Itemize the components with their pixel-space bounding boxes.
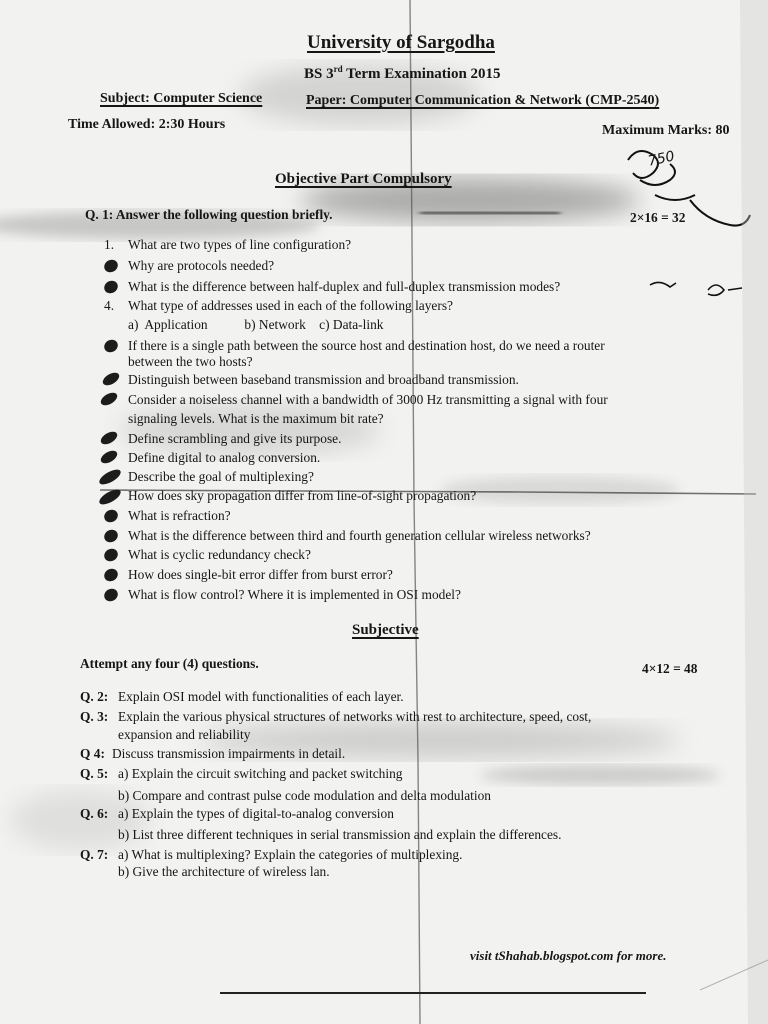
subjective-marks: 4×12 = 48 — [642, 661, 698, 676]
question-label: Q. 2: — [80, 689, 109, 704]
crossed-out-number — [97, 467, 123, 488]
objective-question: How does single-bit error differ from burst error? — [128, 567, 393, 582]
subjective-question: a) What is multiplexing? Explain the categories of multiplexing. — [118, 847, 463, 862]
time-allowed: Time Allowed: 2:30 Hours — [68, 117, 226, 132]
crossed-out-number — [102, 586, 120, 603]
subjective-question: Explain the various physical structures of networks with rest to architecture, speed, cost, — [118, 709, 592, 724]
subjective-instruction: Attempt any four (4) questions. — [80, 656, 259, 671]
objective-question-continued: signaling levels. What is the maximum bit rate? — [128, 411, 384, 426]
crossed-out-number — [102, 278, 120, 295]
objective-question: Define scrambling and give its purpose. — [128, 431, 342, 446]
subjective-question-continued: expansion and reliability — [118, 727, 251, 742]
crossed-out-number — [102, 527, 120, 544]
objective-question: If there is a single path between the source host and destination host, do we need a router — [128, 338, 605, 353]
question-label: Q. 7: — [80, 847, 109, 862]
crossed-out-number — [101, 370, 122, 388]
crossed-out-number — [99, 390, 120, 408]
objective-question: What is cyclic redundancy check? — [128, 547, 311, 562]
subjective-question: a) Explain the circuit switching and packet switching — [118, 766, 403, 781]
exam-title-superscript: rd — [333, 64, 343, 74]
objective-question: How does sky propagation differ from line-of-sight propagation? — [128, 488, 477, 503]
crossed-out-number — [97, 487, 123, 508]
objective-question: What is flow control? Where it is implemented in OSI model? — [128, 587, 461, 602]
exam-title — [304, 65, 501, 82]
objective-question: What is the difference between half-duplex and full-duplex transmission modes? — [128, 279, 561, 294]
smudge — [480, 765, 720, 785]
crossed-out-number — [102, 546, 120, 563]
objective-question: Consider a noiseless channel with a bandwidth of 3000 Hz transmitting a signal with four — [128, 392, 608, 407]
crossed-out-number — [102, 566, 120, 583]
question-number: 1. — [104, 237, 115, 252]
subjective-title: Subjective — [352, 622, 419, 638]
crossed-out-number — [102, 257, 120, 274]
footer-link-text: visit tShahab.blogspot.com for more. — [470, 948, 667, 963]
maximum-marks: Maximum Marks: 80 — [602, 123, 730, 138]
objective-instruction: Q. 1: Answer the following question briefly. — [85, 207, 333, 222]
objective-question: What is refraction? — [128, 508, 231, 523]
objective-question: What type of addresses used in each of the following layers? — [128, 298, 453, 313]
objective-question: Why are protocols needed? — [128, 258, 275, 273]
paper-label: Paper: Computer Communication & Network (CMP-2540) — [306, 93, 660, 108]
university-title: University of Sargodha — [307, 32, 495, 53]
crossed-out-number — [102, 507, 120, 524]
handwritten-total: 750 — [646, 148, 677, 170]
objective-subitems: a) Application b) Network c) Data-link — [128, 317, 384, 332]
objective-title: Objective Part Compulsory — [275, 171, 452, 187]
subjective-subquestion: b) Compare and contrast pulse code modulation and delta modulation — [118, 788, 491, 803]
question-label: Q 4: — [80, 746, 105, 761]
objective-question: Define digital to analog conversion. — [128, 450, 321, 465]
question-label: Q. 6: — [80, 806, 109, 821]
bottom-rule — [220, 992, 646, 994]
subjective-question: a) Explain the types of digital-to-analog conversion — [118, 806, 394, 821]
objective-question-continued: between the two hosts? — [128, 354, 253, 369]
objective-question: What is the difference between third and fourth generation cellular wireless networks? — [128, 528, 591, 543]
subjective-question: Explain OSI model with functionalities of each layer. — [118, 689, 404, 704]
objective-question: Distinguish between baseband transmission and broadband transmission. — [128, 372, 519, 387]
exam-title-prefix: BS 3 — [304, 66, 334, 82]
crossed-out-number — [99, 448, 120, 466]
question-label: Q. 5: — [80, 766, 109, 781]
fold-line-vertical — [410, 0, 420, 1024]
objective-question: Describe the goal of multiplexing? — [128, 469, 314, 484]
subjective-question: Discuss transmission impairments in detail. — [112, 746, 346, 761]
subject-label: Subject: Computer Science — [100, 91, 263, 106]
objective-question: What are two types of line configuration? — [128, 237, 352, 252]
crossed-out-number — [102, 337, 120, 354]
question-label: Q. 3: — [80, 709, 109, 724]
question-number: 4. — [104, 298, 115, 313]
crossed-out-number — [99, 429, 120, 447]
objective-marks: 2×16 = 32 — [630, 210, 686, 225]
exam-title-suffix: Term Examination 2015 — [342, 66, 501, 82]
subjective-subquestion: b) List three different techniques in serial transmission and explain the differences. — [118, 827, 562, 842]
subjective-subquestion: b) Give the architecture of wireless lan. — [118, 864, 330, 879]
